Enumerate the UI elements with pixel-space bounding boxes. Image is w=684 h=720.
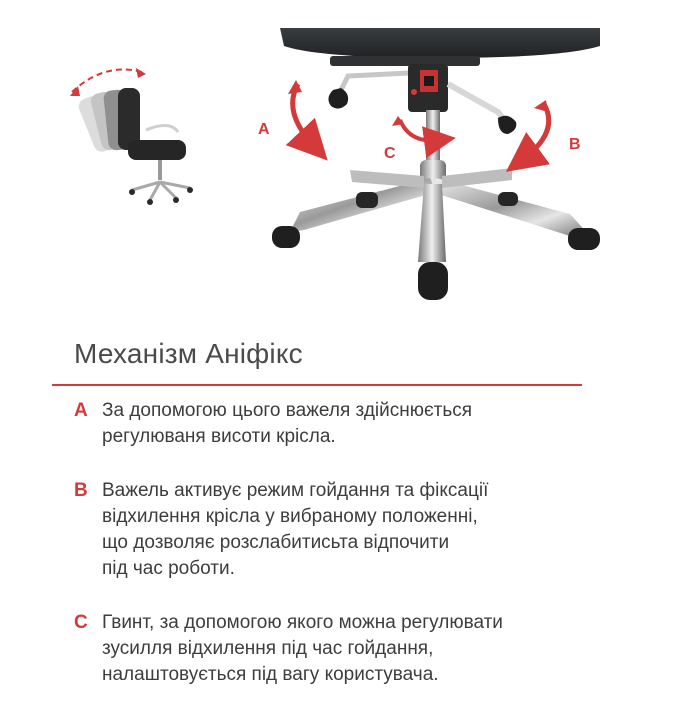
chair-mechanism: [258, 28, 600, 300]
title-divider: [52, 384, 582, 386]
feature-letter: A: [74, 400, 88, 421]
feature-description: Гвинт, за допомогою якого можна регулювати зусилля відхилення під час гойдання, налаштовується під вагу користувача.: [102, 612, 503, 685]
mechanism-illustration: [0, 0, 684, 320]
label-b: B: [569, 136, 581, 153]
feature-description: За допомогою цього важеля здійснюється регулюваня висоти крісла.: [102, 400, 473, 447]
rocking-chair-thumbnail: [70, 68, 193, 205]
feature-item-c: [74, 610, 634, 688]
feature-description: Важель активує режим гойдання та фіксації відхилення крісла у вибраному положенні, що дозволяє розслабитисьта відпочити під час роботи.: [102, 480, 489, 579]
label-c: C: [384, 145, 396, 162]
feature-item-a: [74, 398, 634, 450]
section-title: Механізм Аніфікс: [74, 338, 303, 369]
label-a: A: [258, 121, 270, 138]
feature-letter: B: [74, 480, 88, 501]
feature-item-b: [74, 478, 634, 582]
feature-letter: C: [74, 612, 88, 633]
